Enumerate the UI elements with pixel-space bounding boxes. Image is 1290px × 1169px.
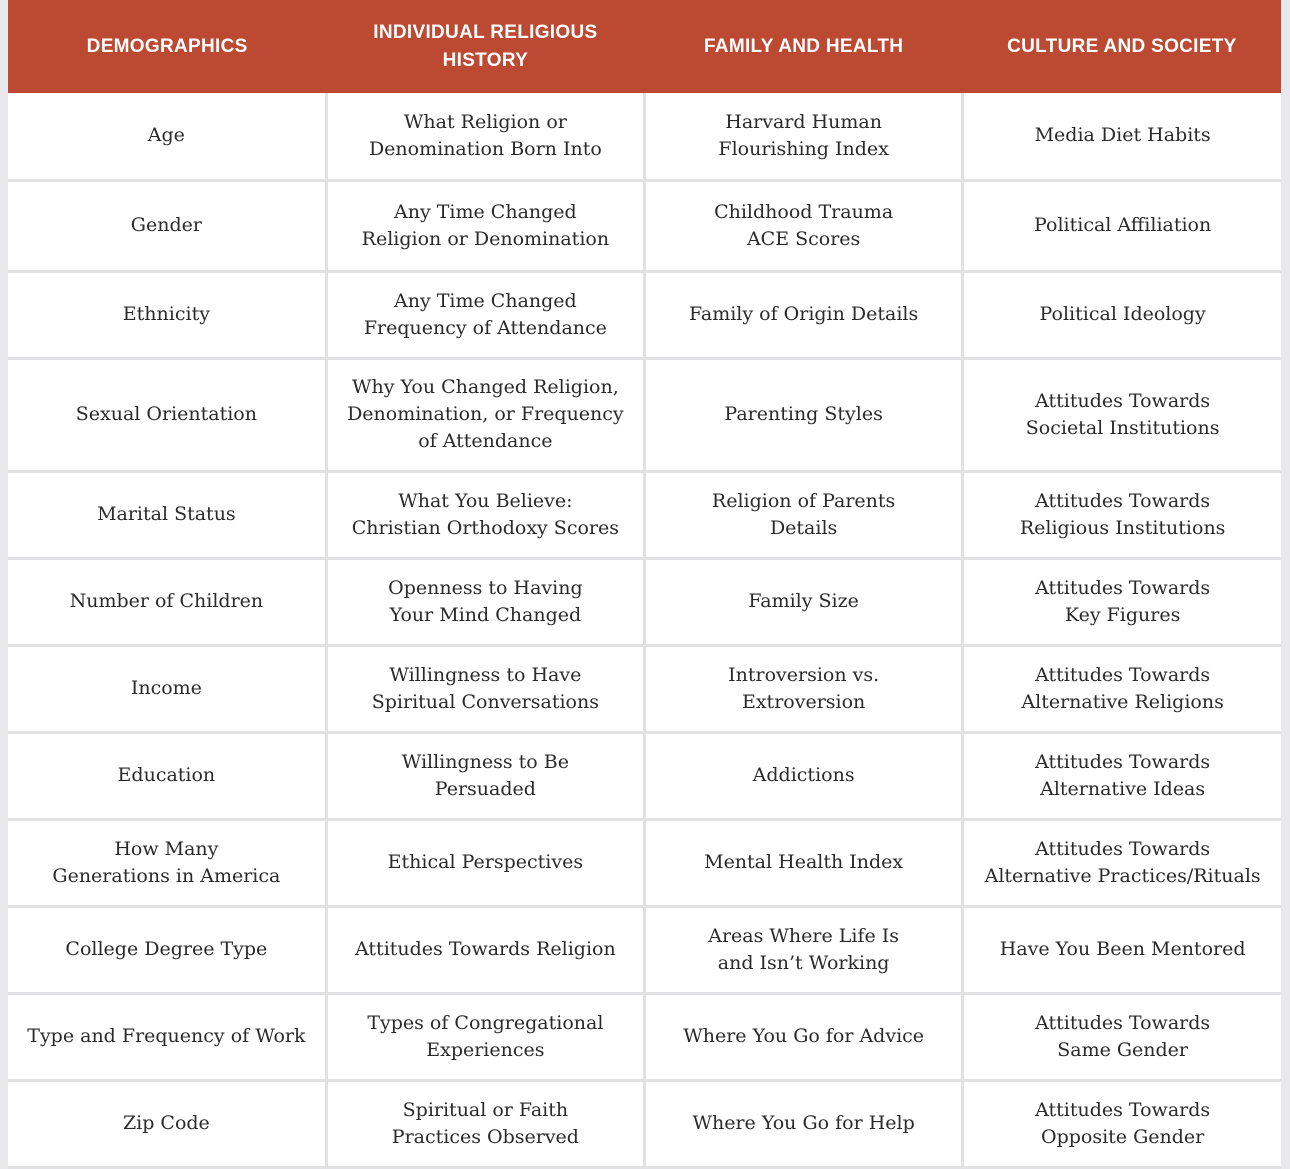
- header-individual-religious-history: [326, 0, 644, 93]
- cell-culture-society: [963, 732, 1281, 819]
- cell-family-health: [645, 732, 963, 819]
- cell-text-line: Attitudes Towards: [1035, 750, 1211, 773]
- cell-text-line: Willingness to Be: [401, 750, 569, 773]
- cell-family-health: [645, 558, 963, 645]
- cell-text-line: Attitudes Towards: [1035, 576, 1211, 599]
- table-row: [8, 906, 1281, 993]
- cell-religious-history: [326, 271, 644, 358]
- cell-culture-society: [963, 993, 1281, 1080]
- cell-text-line: Addictions: [752, 764, 855, 786]
- cell-text-line: Where You Go for Help: [692, 1112, 915, 1134]
- cell-culture-society: [963, 558, 1281, 645]
- cell-family-health: [645, 993, 963, 1080]
- cell-text-line: Age: [147, 124, 185, 147]
- cell-demographics: [8, 645, 326, 732]
- cell-text-line: Media Diet Habits: [1034, 124, 1211, 147]
- cell-text-line: What Religion or: [403, 110, 567, 133]
- cell-religious-history: [326, 180, 644, 271]
- survey-categories-table-frame: [8, 0, 1281, 1165]
- header-demographics: [8, 0, 326, 93]
- cell-text-line: Sexual Orientation: [75, 403, 257, 425]
- cell-text-line: Childhood Trauma: [714, 200, 894, 223]
- cell-text-line: Religion or Denomination: [361, 227, 610, 250]
- cell-family-health: [645, 471, 963, 558]
- cell-religious-history: [326, 993, 644, 1080]
- cell-text-line: Number of Children: [69, 590, 264, 612]
- cell-text-line: Details: [769, 516, 838, 539]
- cell-text-line: Parenting Styles: [724, 403, 883, 425]
- cell-text-line: Societal Institutions: [1025, 416, 1220, 439]
- cell-religious-history: [326, 732, 644, 819]
- cell-text-line: Have You Been Mentored: [999, 938, 1246, 960]
- cell-family-health: [645, 645, 963, 732]
- table-row: [8, 558, 1281, 645]
- table-row: [8, 732, 1281, 819]
- header-family-and-health: [645, 0, 963, 93]
- cell-text-line: Zip Code: [122, 1112, 210, 1134]
- table-row: [8, 471, 1281, 558]
- cell-text-line: Attitudes Towards: [1035, 837, 1211, 860]
- cell-text-line: Attitudes Towards Religion: [355, 938, 616, 960]
- cell-religious-history: [326, 906, 644, 993]
- cell-text-line: Attitudes Towards: [1035, 1011, 1211, 1034]
- cell-demographics: [8, 471, 326, 558]
- cell-text-line: Ethnicity: [122, 303, 210, 325]
- table-row: [8, 1080, 1281, 1167]
- cell-text-line: Experiences: [426, 1038, 545, 1061]
- cell-culture-society: [963, 471, 1281, 558]
- cell-text-line: Political Affiliation: [1034, 214, 1212, 236]
- cell-text-line: Persuaded: [434, 777, 536, 800]
- cell-text-line: Openness to Having: [388, 576, 583, 599]
- header-label-line: HISTORY: [442, 49, 529, 71]
- cell-text-line: Generations in America: [52, 864, 281, 887]
- cell-text-line: College Degree Type: [65, 938, 268, 960]
- cell-text-line: Same Gender: [1057, 1038, 1189, 1061]
- survey-categories-table: [8, 0, 1281, 1169]
- table-body: [8, 93, 1281, 1167]
- cell-text-line: Areas Where Life Is: [708, 924, 900, 947]
- cell-text-line: Types of Congregational: [367, 1011, 604, 1034]
- cell-text-line: Opposite Gender: [1041, 1125, 1205, 1148]
- cell-culture-society: [963, 1080, 1281, 1167]
- cell-text-line: Why You Changed Religion,: [351, 376, 619, 398]
- cell-religious-history: [326, 93, 644, 180]
- cell-text-line: Attitudes Towards: [1035, 389, 1211, 412]
- cell-family-health: [645, 906, 963, 993]
- cell-text-line: Spiritual Conversations: [371, 690, 599, 713]
- cell-culture-society: [963, 93, 1281, 180]
- cell-text-line: Mental Health Index: [704, 851, 904, 873]
- cell-text-line: Attitudes Towards: [1035, 663, 1211, 686]
- table-row: [8, 93, 1281, 180]
- cell-culture-society: [963, 180, 1281, 271]
- header-label-line: DEMOGRAPHICS: [86, 35, 248, 57]
- cell-text-line: Denomination, or Frequency: [347, 403, 624, 425]
- cell-text-line: Extroversion: [741, 690, 866, 713]
- cell-family-health: [645, 93, 963, 180]
- cell-culture-society: [963, 645, 1281, 732]
- cell-text-line: Family of Origin Details: [688, 303, 919, 325]
- cell-text-line: Marital Status: [97, 503, 236, 525]
- cell-text-line: of Attendance: [418, 430, 553, 452]
- cell-text-line: Alternative Religions: [1021, 690, 1224, 713]
- cell-text-line: Any Time Changed: [394, 289, 577, 312]
- cell-text-line: Alternative Practices/Rituals: [984, 864, 1261, 887]
- cell-text-line: Gender: [130, 214, 202, 236]
- cell-family-health: [645, 271, 963, 358]
- cell-demographics: [8, 558, 326, 645]
- cell-text-line: Harvard Human: [725, 110, 882, 133]
- cell-text-line: Any Time Changed: [394, 200, 577, 223]
- header-label-line: INDIVIDUAL RELIGIOUS: [373, 21, 598, 43]
- cell-family-health: [645, 358, 963, 471]
- cell-text-line: Key Figures: [1064, 603, 1181, 626]
- table-header: [8, 0, 1281, 93]
- cell-culture-society: [963, 819, 1281, 906]
- cell-text-line: Introversion vs.: [728, 663, 880, 686]
- cell-demographics: [8, 93, 326, 180]
- cell-religious-history: [326, 471, 644, 558]
- cell-text-line: Frequency of Attendance: [363, 316, 607, 339]
- cell-demographics: [8, 1080, 326, 1167]
- cell-text-line: Christian Orthodoxy Scores: [351, 516, 619, 539]
- cell-text-line: Practices Observed: [391, 1125, 579, 1148]
- cell-text-line: Religious Institutions: [1019, 516, 1226, 539]
- cell-text-line: Political Ideology: [1039, 303, 1206, 325]
- cell-demographics: [8, 180, 326, 271]
- cell-family-health: [645, 819, 963, 906]
- cell-religious-history: [326, 645, 644, 732]
- cell-text-line: Attitudes Towards: [1035, 489, 1211, 512]
- cell-text-line: Alternative Ideas: [1040, 777, 1206, 800]
- cell-text-line: Education: [117, 764, 216, 786]
- cell-text-line: Ethical Perspectives: [387, 851, 584, 873]
- cell-text-line: ACE Scores: [746, 227, 861, 250]
- cell-demographics: [8, 732, 326, 819]
- cell-text-line: Denomination Born Into: [368, 137, 602, 160]
- cell-demographics: [8, 271, 326, 358]
- table-row: [8, 819, 1281, 906]
- header-label-line: FAMILY AND HEALTH: [703, 35, 904, 57]
- table-row: [8, 645, 1281, 732]
- cell-religious-history: [326, 1080, 644, 1167]
- cell-religious-history: [326, 819, 644, 906]
- cell-religious-history: [326, 558, 644, 645]
- header-row: [8, 0, 1281, 93]
- cell-demographics: [8, 358, 326, 471]
- cell-text-line: Family Size: [748, 590, 859, 612]
- cell-family-health: [645, 180, 963, 271]
- cell-culture-society: [963, 271, 1281, 358]
- header-label-line: CULTURE AND SOCIETY: [1007, 35, 1237, 57]
- cell-religious-history: [326, 358, 644, 471]
- table-row: [8, 993, 1281, 1080]
- cell-text-line: Flourishing Index: [718, 137, 889, 160]
- cell-culture-society: [963, 906, 1281, 993]
- cell-text-line: Type and Frequency of Work: [27, 1025, 306, 1047]
- table-row: [8, 271, 1281, 358]
- cell-culture-society: [963, 358, 1281, 471]
- cell-demographics: [8, 993, 326, 1080]
- cell-text-line: and Isn’t Working: [717, 951, 890, 974]
- cell-text-line: Religion of Parents: [711, 489, 896, 512]
- cell-text-line: Willingness to Have: [389, 663, 582, 686]
- cell-text-line: Attitudes Towards: [1035, 1098, 1211, 1121]
- cell-text-line: What You Believe:: [398, 489, 573, 512]
- cell-text-line: Income: [130, 677, 202, 699]
- cell-demographics: [8, 819, 326, 906]
- cell-demographics: [8, 906, 326, 993]
- cell-text-line: Where You Go for Advice: [683, 1025, 925, 1047]
- cell-text-line: Your Mind Changed: [389, 603, 582, 626]
- header-culture-and-society: [963, 0, 1281, 93]
- table-row: [8, 180, 1281, 271]
- cell-family-health: [645, 1080, 963, 1167]
- cell-text-line: How Many: [114, 837, 219, 860]
- table-row: [8, 358, 1281, 471]
- cell-text-line: Spiritual or Faith: [402, 1098, 569, 1121]
